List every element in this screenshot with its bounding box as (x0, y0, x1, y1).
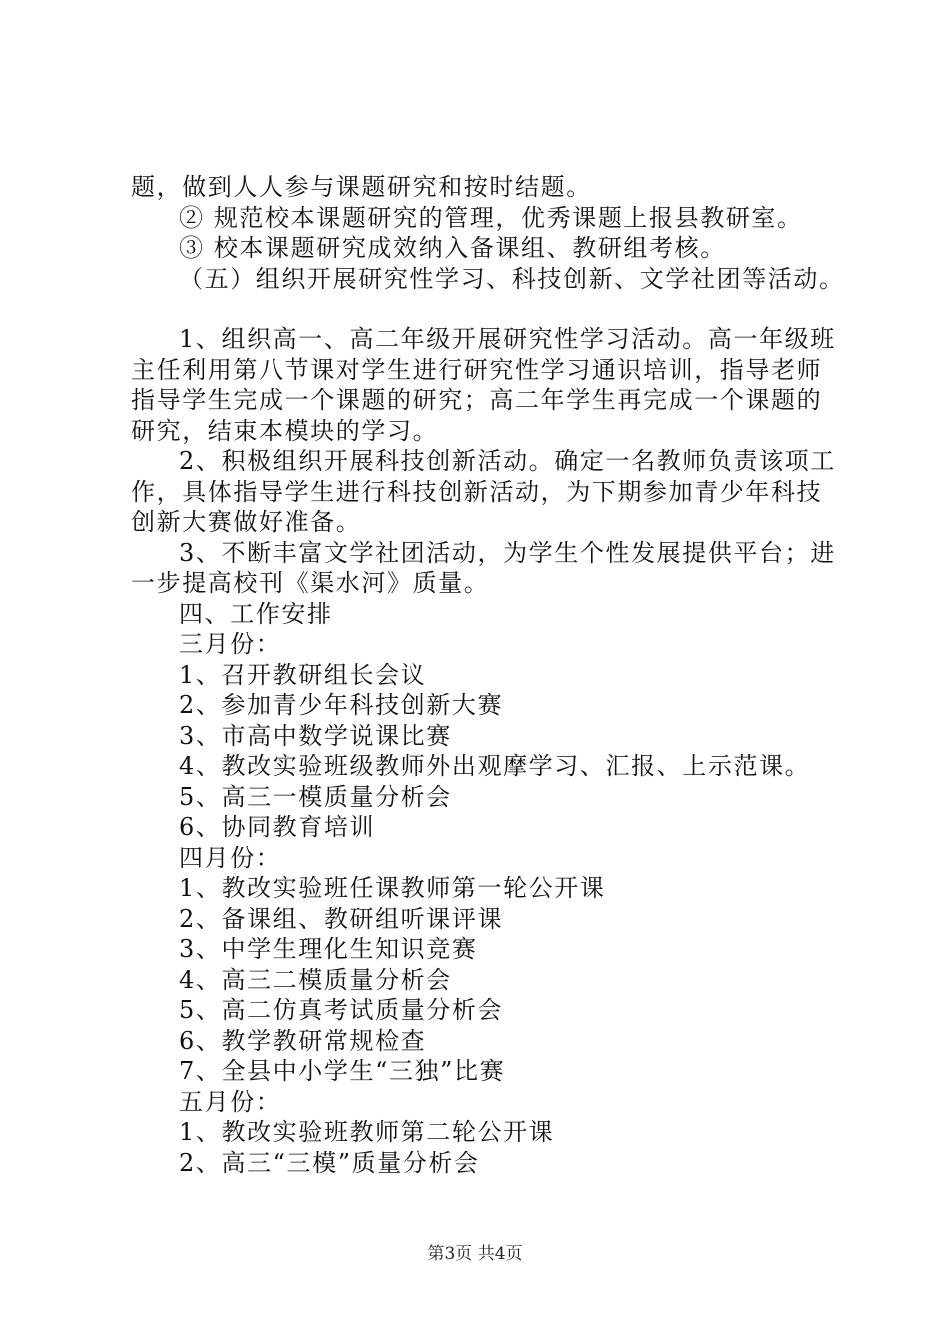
text-line: 主任利用第八节课对学生进行研究性学习通识培训，指导老师 (131, 355, 823, 384)
text-line: 3、市高中数学说课比赛 (179, 721, 452, 750)
document-body (131, 172, 851, 1178)
text-line: 2、积极组织开展科技创新活动。确定一名教师负责该项工 (179, 447, 836, 475)
text-line: 6、教学教研常规检查 (179, 1026, 427, 1055)
text-line: 指导学生完成一个课题的研究；高二年学生再完成一个课题的 (131, 386, 823, 414)
paragraph-block-activities-schedule (131, 324, 851, 1178)
text-line: 1、召开教研组长会议 (179, 660, 427, 689)
text-line: ② 规范校本课题研究的管理，优秀课题上报县教研室。 (179, 203, 803, 232)
text-line: 五月份： (179, 1087, 282, 1116)
text-line: 1、教改实验班教师第二轮公开课 (179, 1118, 555, 1146)
text-line: 7、全县中小学生“三独”比赛 (179, 1057, 506, 1085)
text-line: 4、教改实验班级教师外出观摩学习、汇报、上示范课。 (179, 752, 811, 780)
text-line: 1、组织高一、高二年级开展研究性学习活动。高一年级班 (179, 325, 836, 353)
paragraph-gap (131, 294, 851, 324)
paragraph-block-research (131, 172, 851, 294)
text-line: 2、高三“三模”质量分析会 (179, 1148, 480, 1177)
text-line: 四月份： (179, 843, 282, 872)
text-line: 三月份： (179, 630, 282, 658)
text-line: 题，做到人人参与课题研究和按时结题。 (131, 173, 592, 201)
text-line: （五）组织开展研究性学习、科技创新、文学社团等活动。 (179, 264, 845, 293)
text-line: 1、教改实验班任课教师第一轮公开课 (179, 874, 606, 902)
text-line: 4、高三二模质量分析会 (179, 965, 452, 994)
text-line: 2、备课组、教研组听课评课 (179, 904, 504, 933)
text-line: 研究，结束本模块的学习。 (131, 416, 439, 445)
text-line: 3、中学生理化生知识竞赛 (179, 935, 478, 963)
text-line: 四、工作安排 (179, 599, 333, 628)
text-line: ③ 校本课题研究成效纳入备课组、教研组考核。 (179, 234, 726, 262)
text-line: 3、不断丰富文学社团活动，为学生个性发展提供平台；进 (179, 538, 836, 567)
text-line: 2、参加青少年科技创新大赛 (179, 691, 504, 719)
text-line: 6、协同教育培训 (179, 813, 376, 841)
page-footer: 第3页 共4页 (427, 1244, 523, 1264)
text-line: 5、高三一模质量分析会 (179, 782, 452, 811)
text-line: 作，具体指导学生进行科技创新活动，为下期参加青少年科技 (131, 477, 823, 506)
text-line: 一步提高校刊《渠水河》质量。 (131, 569, 490, 597)
text-line: 5、高二仿真考试质量分析会 (179, 996, 504, 1024)
text-line: 创新大赛做好准备。 (131, 508, 362, 536)
